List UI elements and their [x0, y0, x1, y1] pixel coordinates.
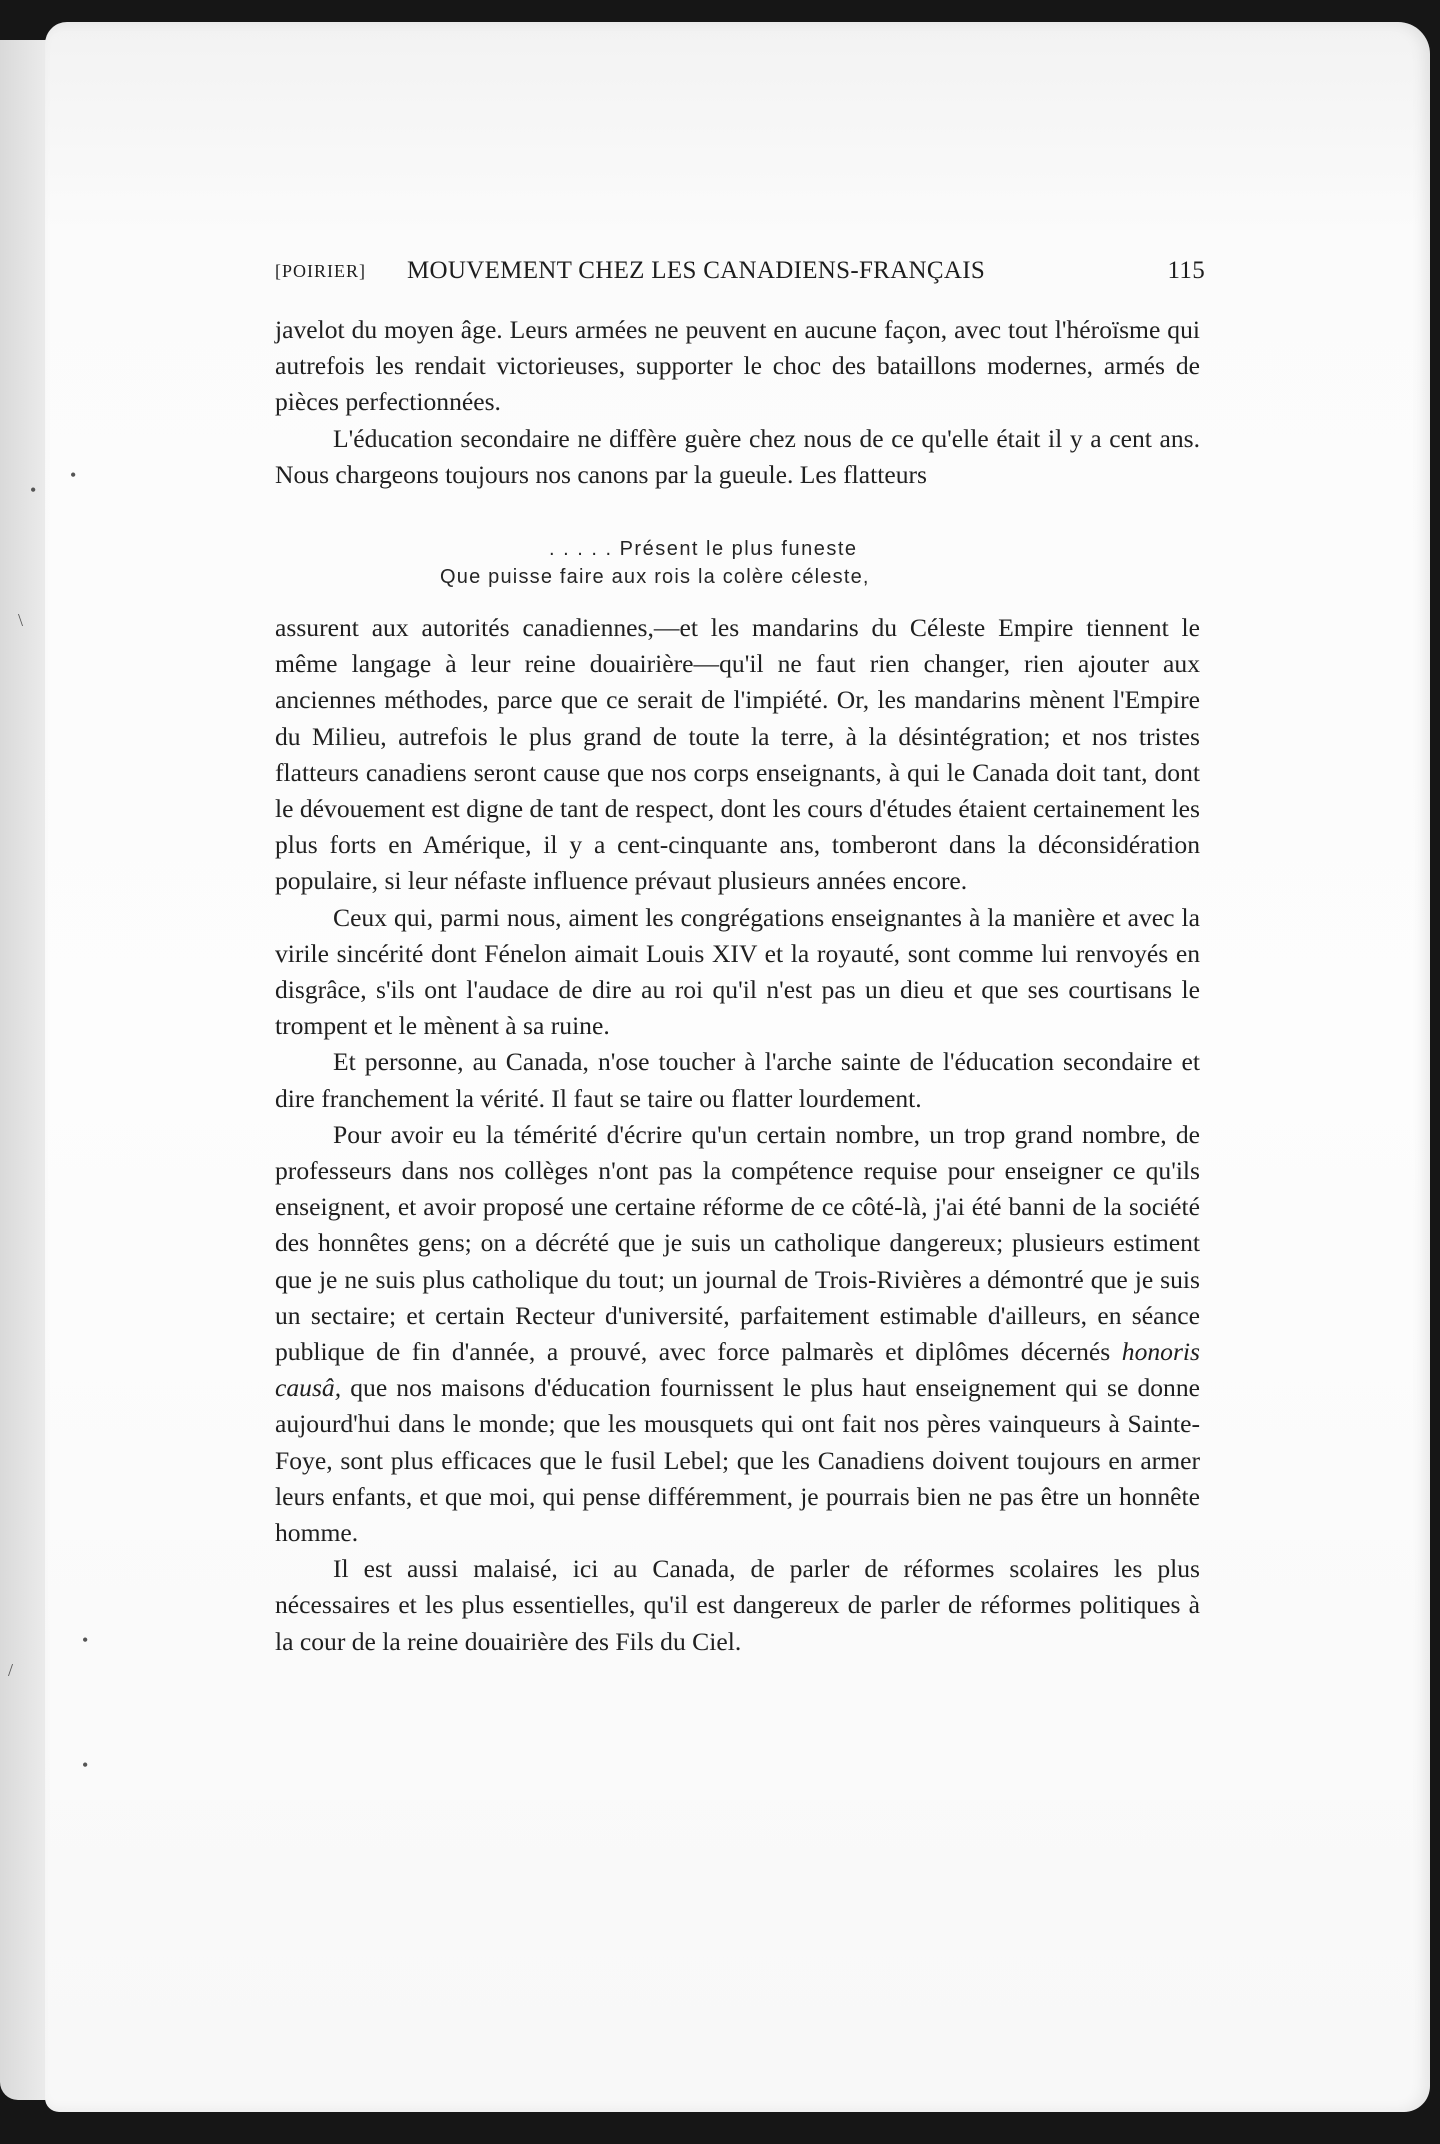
margin-speck: \ [18, 610, 24, 630]
verse-line: . . . . . Présent le plus funeste [549, 538, 858, 560]
latin-phrase: honoris causâ, [275, 1337, 1200, 1403]
margin-speck: • [82, 1755, 89, 1775]
margin-speck: • [30, 480, 37, 500]
paragraph: L'éducation secondaire ne diffère guère chez nous de ce qu'elle était il y a cent ans. Nous chargeons toujours nos canons par la gueule. Les flatteurs [275, 423, 1200, 489]
paragraph: javelot du moyen âge. Leurs armées ne peuvent en aucune façon, avec tout l'héroïsme qui autrefois les rendait victorieuses, supporter le choc des bataillons modernes, armés de pièces perfectionnées. [275, 315, 1200, 417]
margin-speck: / [8, 1660, 14, 1680]
paragraph-text: que nos maisons d'éducation fournissent le plus haut enseignement qui se donne aujourd'hui dans le monde; que les mousquets qui ont fait nos pères vainqueurs à Sainte-Foye, sont plus efficaces que le fusil Lebel; que les Canadiens doivent toujours en armer leurs enfants, et que moi, qui pense différemment, je pourrais bien ne pas être un honnête homme. [275, 1373, 1200, 1548]
paragraph: Et personne, au Canada, n'ose toucher à l'arche sainte de l'éducation secondaire et dire franchement la vérité. Il faut se taire ou flatter lourdement. [275, 1047, 1200, 1113]
body-text-top [275, 312, 1200, 493]
verse-line: Que puisse faire aux rois la colère céleste, [440, 566, 870, 588]
header-author: [POIRIER] [275, 261, 366, 281]
paragraph: Ceux qui, parmi nous, aiment les congrégations enseignantes à la manière et avec la virile sincérité dont Fénelon aimait Louis XIV et la royauté, sont comme lui renvoyés en disgrâce, s'ils ont l'audace de dire au roi qu'il n'est pas un dieu et que ses courtisans le trompent et le mènent à sa ruine. [275, 902, 1200, 1041]
paragraph-text: Pour avoir eu la témérité d'écrire qu'un certain nombre, un trop grand nombre, de professeurs dans nos collèges n'ont pas la compétence requise pour enseigner ce qu'ils enseignent, et avoir proposé une certaine réforme de ce côté-là, j'ai été banni de la société des honnêtes gens; on a décrété que je suis un catholique dangereux; plusieurs estiment que je ne suis plus catholique du tout; un journal de Trois-Rivières a démontré que je suis un sectaire; et certain Recteur d'université, parfaitement estimable d'ailleurs, en séance publique de fin d'année, a prouvé, avec force palmarès et diplômes décernés [275, 1119, 1200, 1367]
body-text-main [275, 610, 1200, 1660]
header-title: MOUVEMENT CHEZ LES CANADIENS-FRANÇAIS [407, 257, 986, 284]
paragraph: Il est aussi malaisé, ici au Canada, de parler de réformes scolaires les plus nécessaires et les plus essentielles, qu'il est dangereux de parler de réformes politiques à la cour de la reine douairière des Fils du Ciel. [275, 1554, 1200, 1656]
paragraph [275, 1117, 1200, 1551]
margin-speck: • [70, 465, 77, 485]
margin-speck: • [82, 1630, 89, 1650]
paragraph: assurent aux autorités canadiennes,—et les mandarins du Céleste Empire tiennent le même langage à leur reine douairière—qu'il ne faut rien changer, rien ajouter aux anciennes méthodes, parce que ce serait de l'impiété. Or, les mandarins mènent l'Empire du Milieu, autrefois le plus grand de toute la terre, à la désintégration; et nos tristes flatteurs canadiens seront cause que nos corps enseignants, à qui le Canada doit tant, dont le dévouement est digne de tant de respect, dont les cours d'études étaient certainement les plus forts en Amérique, il y a cent-cinquante ans, tomberont dans la déconsidération populaire, si leur néfaste influence prévaut plusieurs années encore. [275, 613, 1200, 896]
page-number: 115 [1167, 257, 1205, 284]
running-header [275, 257, 1205, 293]
